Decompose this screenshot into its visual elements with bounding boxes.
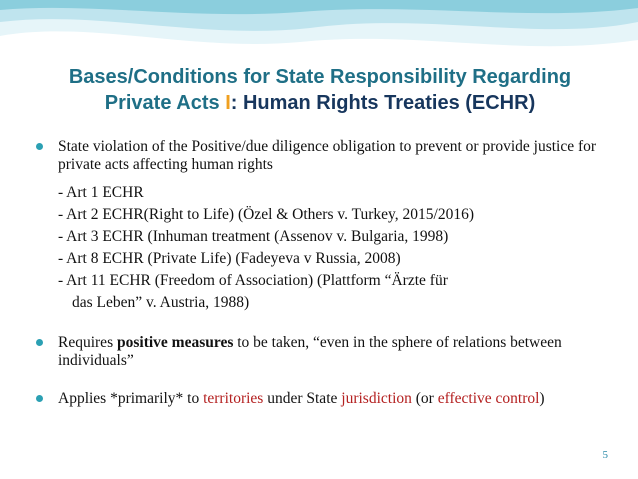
bullet-text-mid2: (or	[411, 390, 438, 407]
bullet-dot-icon	[36, 395, 43, 402]
title-line-2-part1: Private Acts	[104, 92, 226, 114]
bullet-dot-icon	[36, 339, 43, 346]
slide-body	[36, 138, 606, 428]
highlight-jurisdiction: jurisdiction	[341, 390, 412, 407]
bullet-text-bold: positive measures	[116, 334, 234, 351]
article-item: - Art 3 ECHR (Inhuman treatment (Assenov v. Bulgaria, 1998)	[58, 228, 449, 245]
highlight-effective-control: effective control	[437, 390, 540, 407]
title-roman-numeral: I	[225, 92, 231, 114]
header-wave-decoration	[0, 0, 638, 62]
bullet-text-pre: Applies *primarily* to	[58, 390, 204, 407]
bullet-item-positive-measures	[36, 334, 606, 370]
page-number: 5	[602, 449, 608, 461]
article-item: - Art 11 ECHR (Freedom of Association) (Plattform “Ärzte für	[58, 272, 448, 289]
title-line-1: Bases/Conditions for State Responsibility Regarding	[68, 66, 572, 88]
bullet-text: State violation of the Positive/due diligence obligation to prevent or provide justice for private acts affecting human rights	[58, 138, 597, 173]
bullet-item-positive-obligation	[36, 138, 606, 174]
article-item-continuation: das Leben” v. Austria, 1988)	[72, 294, 250, 311]
title-line-2	[40, 90, 600, 116]
article-item: - Art 8 ECHR (Private Life) (Fadeyeva v Russia, 2008)	[58, 250, 401, 267]
highlight-territories: territories	[203, 390, 264, 407]
article-list	[36, 182, 606, 314]
title-line-2-part2: : Human Rights Treaties (ECHR)	[230, 92, 536, 114]
bullet-text-post: to be taken, “even in the sphere of relations between individuals”	[58, 334, 562, 369]
article-item: - Art 1 ECHR	[58, 184, 144, 201]
article-item: - Art 2 ECHR(Right to Life) (Özel & Others v. Turkey, 2015/2016)	[58, 206, 475, 223]
bullet-text-pre: Requires	[58, 334, 117, 351]
bullet-text-mid: under State	[263, 390, 342, 407]
slide-title	[40, 64, 600, 116]
bullet-item-territorial-scope	[36, 390, 606, 408]
bullet-text-post: )	[539, 390, 545, 407]
bullet-dot-icon	[36, 143, 43, 150]
